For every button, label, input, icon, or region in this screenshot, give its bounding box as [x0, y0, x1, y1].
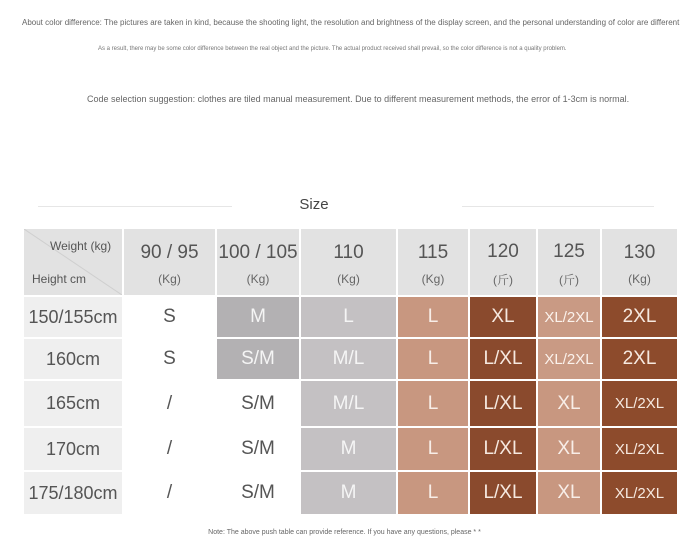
size-cell: XL/2XL: [601, 427, 678, 471]
height-cell: 170cm: [23, 427, 123, 471]
size-cell: L: [397, 380, 469, 427]
table-row: [23, 296, 678, 338]
size-cell: M/L: [300, 338, 397, 380]
height-cell: 160cm: [23, 338, 123, 380]
size-cell: L: [397, 338, 469, 380]
weight-column-header: 110 (Kg): [300, 228, 397, 296]
size-cell: XL: [537, 471, 601, 515]
weight-label: Weight (kg): [50, 239, 112, 253]
weight-column-header: 115 (Kg): [397, 228, 469, 296]
footnote: Note: The above push table can provide reference. If you have any questions, please * *: [208, 529, 481, 536]
size-cell: /: [123, 471, 216, 515]
size-cell: M: [300, 427, 397, 471]
size-cell: L: [397, 471, 469, 515]
color-difference-note-2: As a result, there may be some color difference between the real object and the picture. The actual product received shall prevail, so the color difference is not a quality problem.: [98, 46, 567, 52]
table-row: [23, 471, 678, 515]
height-label: Height cm: [32, 272, 87, 286]
size-cell: S: [123, 338, 216, 380]
size-cell: XL: [537, 380, 601, 427]
size-cell: L/XL: [469, 471, 537, 515]
size-cell: XL/2XL: [537, 338, 601, 380]
size-cell: M: [216, 296, 300, 338]
size-cell: L/XL: [469, 427, 537, 471]
size-cell: L/XL: [469, 380, 537, 427]
size-table: [22, 227, 679, 516]
weight-column-header: 130 (Kg): [601, 228, 678, 296]
size-cell: L: [397, 427, 469, 471]
table-header-row: [23, 228, 678, 296]
size-cell: /: [123, 380, 216, 427]
size-cell: M: [300, 471, 397, 515]
table-row: [23, 380, 678, 427]
size-cell: S/M: [216, 427, 300, 471]
size-cell: S/M: [216, 338, 300, 380]
color-difference-note: About color difference: The pictures are taken in kind, because the shooting light, the resolution and brightness of the display screen, and the personal understanding of color are different: [22, 18, 680, 27]
height-cell: 165cm: [23, 380, 123, 427]
size-cell: L/XL: [469, 338, 537, 380]
size-cell: S/M: [216, 471, 300, 515]
size-cell: S/M: [216, 380, 300, 427]
weight-column-header: 120 (斤): [469, 228, 537, 296]
size-cell: S: [123, 296, 216, 338]
size-cell: XL/2XL: [601, 380, 678, 427]
size-cell: 2XL: [601, 296, 678, 338]
size-cell: XL/2XL: [537, 296, 601, 338]
size-cell: L: [397, 296, 469, 338]
height-cell: 175/180cm: [23, 471, 123, 515]
page-title: Size: [299, 196, 329, 213]
code-selection-note: Code selection suggestion: clothes are tiled manual measurement. Due to different measurement methods, the error of 1-3cm is normal.: [87, 94, 630, 104]
size-cell: XL: [537, 427, 601, 471]
height-cell: 150/155cm: [23, 296, 123, 338]
size-cell: M/L: [300, 380, 397, 427]
table-row: [23, 338, 678, 380]
corner-header: [23, 228, 123, 296]
weight-column-header: 125 (斤): [537, 228, 601, 296]
title-row: [22, 196, 676, 216]
size-cell: XL/2XL: [601, 471, 678, 515]
size-cell: 2XL: [601, 338, 678, 380]
size-cell: L: [300, 296, 397, 338]
size-cell: XL: [469, 296, 537, 338]
table-row: [23, 427, 678, 471]
size-cell: /: [123, 427, 216, 471]
weight-column-header: 100 / 105 (Kg): [216, 228, 300, 296]
weight-column-header: 90 / 95 (Kg): [123, 228, 216, 296]
title-divider-right: [462, 206, 654, 207]
